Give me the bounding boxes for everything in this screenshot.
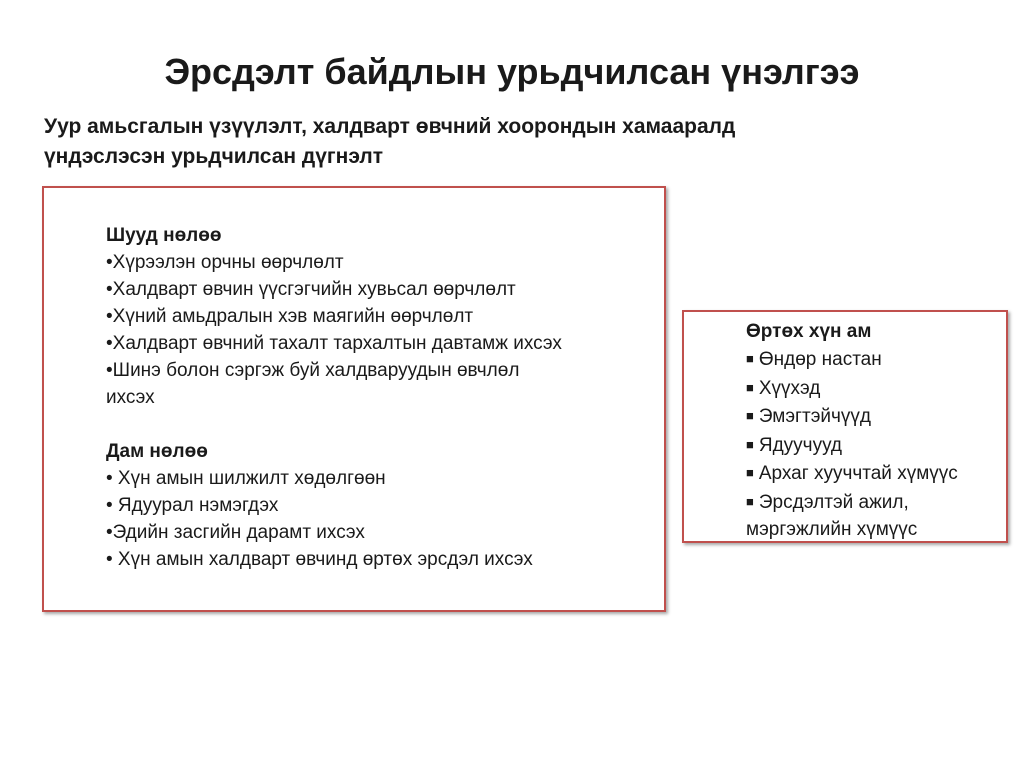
at-risk-item	[746, 345, 996, 374]
at-risk-item-label: Эмэгтэйчүүд	[758, 406, 871, 427]
square-bullet-icon: ■	[746, 493, 754, 509]
indirect-effect-item: •Эдийн засгийн дарамт ихсэх	[106, 522, 365, 543]
direct-effect-item: •Хүрээлэн орчны өөрчлөлт	[106, 252, 344, 273]
slide-title: Эрсдэлт байдлын урьдчилсан үнэлгээ	[164, 51, 860, 92]
square-bullet-icon: ■	[746, 351, 754, 366]
at-risk-item	[746, 402, 996, 431]
at-risk-heading: Өртөх хүн ам	[746, 321, 872, 342]
square-bullet-icon: ■	[746, 408, 754, 423]
subtitle-line: Уур амьсгалын үзүүлэлт, халдварт өвчний хоорондын хамааралд	[44, 115, 736, 138]
subtitle-line: үндэслэсэн урьдчилсан дүгнэлт	[44, 145, 384, 168]
at-risk-item-label: Эрсдэлтэй ажил,	[758, 491, 909, 513]
at-risk-item-label: Хүүхэд	[758, 377, 821, 399]
effects-box	[42, 186, 666, 612]
indirect-effect-item: • Хүн амын шилжилт хөдөлгөөн	[106, 468, 386, 489]
section-spacer	[106, 411, 654, 438]
at-risk-item-continuation: мэргэжлийн хүмүүс	[746, 519, 918, 540]
at-risk-item-label: Ядуучууд	[758, 434, 843, 456]
square-bullet-icon: ■	[746, 436, 754, 452]
at-risk-item	[746, 374, 996, 403]
square-bullet-icon: ■	[746, 465, 754, 480]
direct-effect-item: •Шинэ болон сэргэж буй халдваруудын өвчлөл	[106, 360, 520, 381]
direct-effect-item: •Халдварт өвчний тахалт тархалтын давтамж ихсэх	[106, 333, 562, 354]
at-risk-item	[746, 488, 996, 517]
indirect-effect-item: • Хүн амын халдварт өвчинд өртөх эрсдэл ихсэх	[106, 549, 533, 570]
square-bullet-icon: ■	[746, 379, 754, 395]
at-risk-item	[746, 459, 996, 488]
slide-subtitle	[44, 112, 944, 172]
at-risk-item-label: Архаг хууччтай хүмүүс	[758, 463, 958, 484]
indirect-effects-heading: Дам нөлөө	[106, 441, 208, 462]
indirect-effect-item: • Ядуурал нэмэгдэх	[106, 495, 279, 516]
direct-effect-item-continuation: ихсэх	[106, 387, 155, 408]
at-risk-population-box	[682, 310, 1008, 543]
direct-effect-item: •Хүний амьдралын хэв маягийн өөрчлөлт	[106, 306, 474, 327]
at-risk-item-label: Өндөр настан	[758, 349, 882, 370]
direct-effect-item: •Халдварт өвчин үүсгэгчийн хувьсал өөрчлөлт	[106, 279, 516, 300]
direct-effects-heading: Шууд нөлөө	[106, 225, 222, 246]
at-risk-item	[746, 431, 996, 460]
